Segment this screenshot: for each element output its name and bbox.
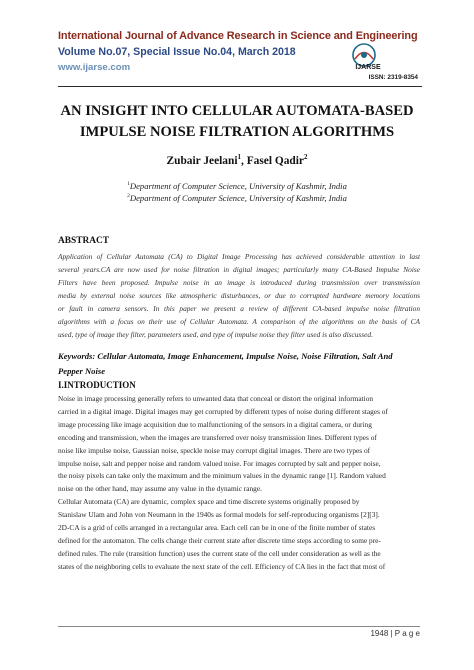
intro-line: encoding and transmission, when the images are transferred over noisy transmission lines. Different types of (58, 432, 377, 442)
header-rule (58, 86, 422, 87)
abstract-heading: ABSTRACT (58, 236, 110, 246)
affiliation-1-text: Department of Computer Science, University of Kashmir, India (129, 181, 347, 191)
intro-line: defined for the automaton. The cells change their current state after discrete time steps according to some pre- (58, 535, 381, 545)
affiliation-2-sup: 2 (127, 193, 130, 200)
intro-line: image processing like image acquisition due to malfunctioning of the sensors in a digital camera, or during (58, 419, 372, 429)
abstract-line: Application of Cellular Automata (CA) to Digital Image Processing has achieved considerable attention in last (58, 252, 420, 261)
affiliation-2 (40, 193, 434, 203)
intro-line: noise like impulse noise, Gaussian noise, speckle noise may corrupt digital images. There are two types of (58, 445, 371, 455)
volume-issue-line: Volume No.07, Special Issue No.04, March 2018 (58, 46, 296, 58)
introduction-heading: I.INTRODUCTION (58, 380, 136, 390)
journal-website: www.ijarse.com (58, 62, 131, 73)
abstract-line: algorithms with a focus on their use of Cellular Automata. A comparison of the algorithms on the basis of CA (58, 317, 420, 326)
page-number: 1948 | P a g e (370, 629, 420, 638)
intro-line: 2D-CA is a grid of cells arranged in a rectangular area. Each cell can be in one of the finite number of states (58, 523, 376, 533)
affiliation-2-text: Department of Computer Science, University of Kashmir, India (129, 193, 347, 203)
authors (40, 153, 434, 167)
footer-rule (58, 626, 420, 627)
issn: ISSN: 2319-8354 (368, 74, 418, 81)
author-2: Fasel Qadir (246, 154, 304, 167)
intro-line: carried in a digital image. Digital images may get corrupted by different types of noise during different stages of (58, 406, 388, 416)
intro-line: noise on the other hand, may assume any value in the dynamic range. (58, 484, 262, 494)
intro-line: impulse noise, salt and pepper noise and random valued noise. For images corrupted by salt and pepper noise, (58, 458, 381, 468)
intro-line: states of the neighboring cells to evaluate the next state of the cell. Efficiency of CA lies in the fact that most of (58, 561, 386, 571)
abstract-line: or fault in camera sensors. In this paper we present a review of different CA-based impulse noise filtration (58, 304, 420, 313)
paper-title-line-1: AN INSIGHT INTO CELLULAR AUTOMATA-BASED (60, 103, 414, 119)
abstract-line: several years.CA are now used for noise filtration in digital images; particularly many CA-Based Impulse Noise (58, 265, 420, 274)
abstract-body (58, 250, 420, 341)
abstract-line: media by external noise sources like atmospheric disturbances, or due to corrupted hardware memory locations (58, 291, 420, 300)
journal-title: International Journal of Advance Research in Science and Engineering (58, 30, 418, 42)
keywords-line-2: Pepper Noise (58, 365, 106, 376)
author-2-sup: 2 (303, 153, 308, 161)
intro-line: defined rules. The rule (transition function) uses the current state of the cell under consideration as well as the (58, 548, 381, 558)
paper-title-line-2: IMPULSE NOISE FILTRATION ALGORITHMS (79, 124, 395, 140)
intro-line: Stanislaw Ulam and John von Neumann in the 1940s as formal models for self-reproducing organisms [2][3]. (58, 510, 380, 520)
author-separator: , (241, 154, 247, 167)
author-1-sup: 1 (237, 153, 242, 161)
affiliation-1-sup: 1 (127, 181, 130, 188)
abstract-line: used, type of image they filter, parameters used, and type of impulse noise they filter used is also discussed. (58, 330, 373, 339)
abstract-line: Filters have been proposed. Impulse noise in an image is introduced during transmission over transmission (58, 278, 420, 287)
keywords-line-1: Keywords: Cellular Automata, Image Enhancement, Impulse Noise, Noise Filtration, Salt And (58, 351, 393, 361)
intro-line: Cellular Automata (CA) are dynamic, complex space and time discrete systems originally proposed by (58, 497, 360, 507)
keywords (58, 349, 420, 378)
intro-line: Noise in image processing generally refers to unwanted data that conceal or distort the original information (58, 394, 374, 403)
journal-logo-text: IJARSE (355, 64, 381, 71)
author-1: Zubair Jeelani (166, 154, 238, 167)
intro-line: the noisy pixels can take only the maximum and the minimum values in the dynamic range [1]. Random valued (58, 471, 386, 481)
journal-header (58, 30, 418, 86)
affiliation-1 (40, 181, 434, 191)
introduction-body (58, 393, 420, 574)
